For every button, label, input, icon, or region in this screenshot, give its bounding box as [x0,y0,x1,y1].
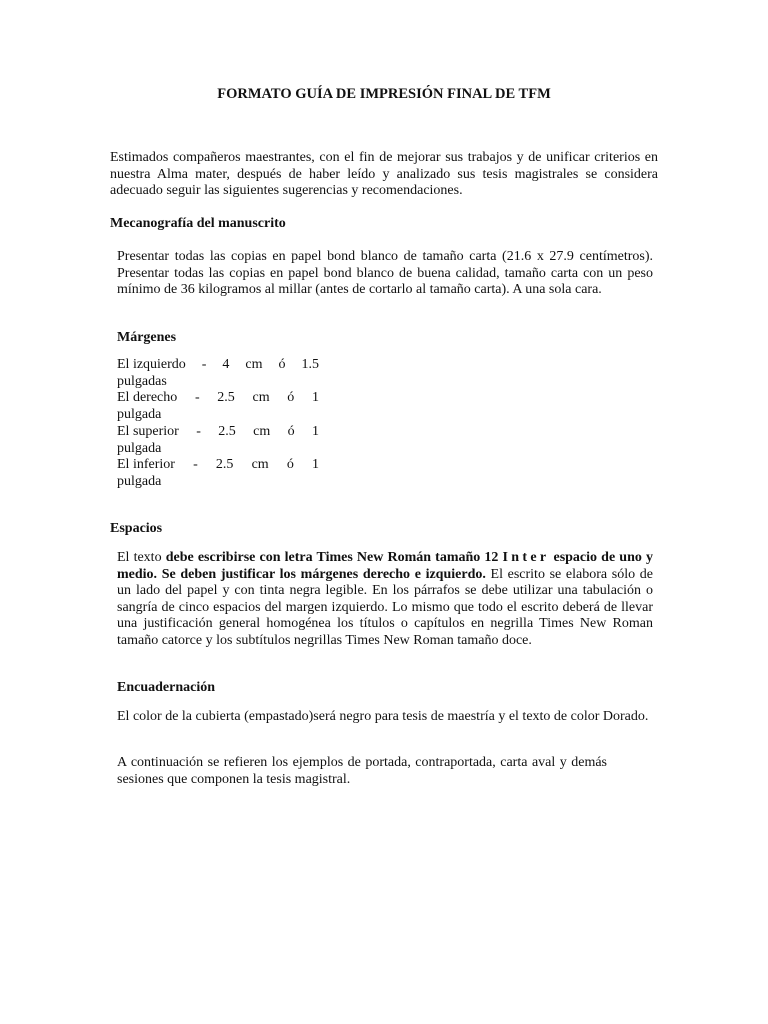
margin-alt-value: 1 [311,457,319,473]
margin-or: ó [287,423,295,439]
margin-alt-unit: pulgada [117,473,162,489]
margin-side: El izquierdo [117,357,186,372]
margin-dash: - [201,357,207,372]
margin-alt-value: 1 [311,423,319,439]
margin-alt-unit: pulgadas [117,373,167,389]
margin-dash: - [194,390,200,406]
margins-list [117,357,322,491]
margin-value: 2.5 [215,457,234,473]
espacios-text-pre: El texto [117,550,166,565]
encuadernacion-paragraph: El color de la cubierta (empastado)será negro para tesis de maestría y el texto de color Dorado. [117,709,649,724]
heading-encuadernacion: Encuadernación [117,680,216,695]
margin-alt-value: 1 [311,390,319,406]
margin-or: ó [278,357,286,372]
espacios-bold-spaced-text: Inter [502,550,550,565]
list-item [117,424,322,457]
espacios-bold-text-2: espacio de uno y medio. Se deben justificar los márgenes derecho e izquierdo. [117,550,654,582]
closing-paragraph: A continuación se refieren los ejemplos de portada, contraportada, carta aval y demás sesiones que componen la tesis magistral. [117,755,607,787]
margin-side: El superior [117,423,179,439]
intro-paragraph: Estimados compañeros maestrantes, con el fin de mejorar sus trabajos y de unificar criterios en nuestra Alma mater, después de haber leído y analizado sus tesis magistrales se considera adecuado seguir las siguientes sugerencias y recomendaciones. [110,150,658,198]
margin-dash: - [196,423,201,439]
margin-unit: cm [253,423,271,439]
margin-side: El derecho [117,390,178,406]
margin-unit: cm [251,457,269,473]
page-title: FORMATO GUÍA DE IMPRESIÓN FINAL DE TFM [217,86,551,102]
margin-side: El inferior [117,457,175,473]
margin-alt-value: 1.5 [301,357,319,372]
margin-value: 2.5 [218,423,236,439]
margin-or: ó [287,390,295,406]
margin-value: 2.5 [217,390,235,406]
margin-alt-unit: pulgada [117,440,162,456]
margin-alt-unit: pulgada [117,407,162,423]
espacios-bold-text-1: debe escribirse con letra Times New Román tamaño 12 [165,550,503,565]
heading-espacios: Espacios [110,521,163,536]
heading-margenes: Márgenes [117,330,177,345]
margin-dash: - [193,457,198,473]
margin-unit: cm [252,390,270,406]
espacios-paragraph [117,550,653,649]
list-item [117,390,322,423]
list-item [117,357,322,390]
margin-unit: cm [245,357,263,372]
margin-or: ó [286,457,294,473]
heading-mecanografia: Mecanografía del manuscrito [110,216,286,231]
margin-value: 4 [222,357,230,372]
espacios-text-post: El escrito se elabora sólo de un lado del papel y con tinta negra legible. En los párrafos se debe utilizar una tabulación o sangría de cinco espacios del margen izquierdo. Lo mismo que todo el escrito deberá de llevar una justificación general homogénea los títulos o capítulos en negrilla Times New Roman tamaño catorce y los subtítulos negrillas Times New Roman tamaño doce. [117,566,653,648]
list-item [117,457,322,490]
mecanografia-paragraph: Presentar todas las copias en papel bond blanco de tamaño carta (21.6 x 27.9 centímetros). Presentar todas las copias en papel bond blanco de buena calidad, tamaño carta con un peso mínimo de 36 kilogramos al millar (antes de cortarlo al tamaño carta). A una sola cara. [117,249,653,297]
